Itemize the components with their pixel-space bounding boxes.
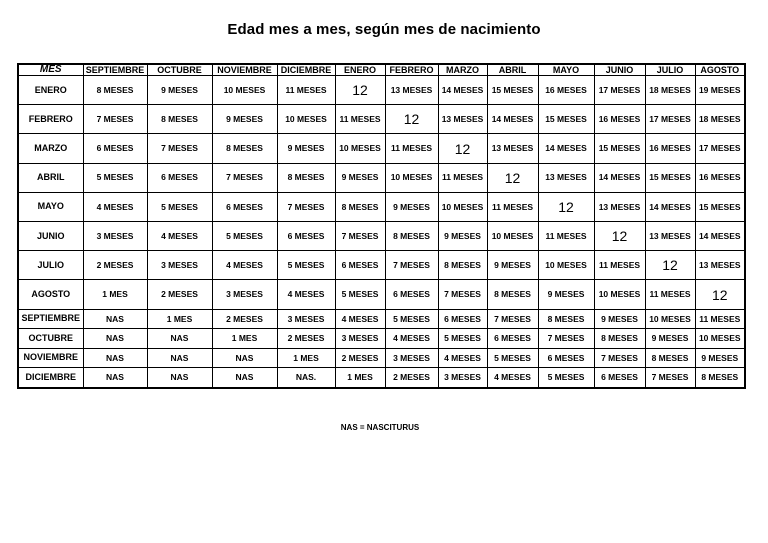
table-cell: 10 MESES (538, 251, 594, 280)
table-cell: 17 MESES (645, 105, 695, 134)
table-cell: 4 MESES (487, 368, 538, 388)
row-header: OCTUBRE (18, 329, 83, 348)
table-cell: 6 MESES (147, 163, 212, 192)
table-cell: 15 MESES (645, 163, 695, 192)
table-cell: 6 MESES (83, 134, 147, 163)
table-cell: 7 MESES (147, 134, 212, 163)
column-header: SEPTIEMBRE (83, 64, 147, 76)
table-cell: 8 MESES (83, 76, 147, 105)
table-cell: 9 MESES (695, 348, 745, 367)
table-cell: 10 MESES (695, 329, 745, 348)
table-cell: 6 MESES (335, 251, 385, 280)
table-cell: 1 MES (212, 329, 277, 348)
table-cell: 16 MESES (594, 105, 645, 134)
table-cell: 13 MESES (594, 192, 645, 221)
table-row (18, 251, 745, 280)
table-cell: 11 MESES (487, 192, 538, 221)
table-cell: 9 MESES (385, 192, 438, 221)
table-cell: 4 MESES (438, 348, 487, 367)
table-cell: 13 MESES (645, 222, 695, 251)
table-cell: 5 MESES (147, 192, 212, 221)
row-header: MARZO (18, 134, 83, 163)
table-cell: NAS. (277, 368, 335, 388)
table-cell: 2 MESES (212, 309, 277, 328)
table-cell: 5 MESES (212, 222, 277, 251)
table-cell: 6 MESES (438, 309, 487, 328)
table-cell: 3 MESES (277, 309, 335, 328)
table-cell: 11 MESES (335, 105, 385, 134)
table-cell: 3 MESES (335, 329, 385, 348)
table-cell: 11 MESES (695, 309, 745, 328)
column-header: MARZO (438, 64, 487, 76)
column-header: MAYO (538, 64, 594, 76)
table-cell: 11 MESES (277, 76, 335, 105)
column-header: JULIO (645, 64, 695, 76)
table-cell: 10 MESES (594, 280, 645, 309)
table-cell: 8 MESES (695, 368, 745, 388)
table-cell: 15 MESES (487, 76, 538, 105)
table-cell: 5 MESES (538, 368, 594, 388)
table-row (18, 134, 745, 163)
table-cell: 12 (335, 76, 385, 105)
row-header: ABRIL (18, 163, 83, 192)
table-cell: 4 MESES (335, 309, 385, 328)
table-cell: 2 MESES (147, 280, 212, 309)
table-cell: 14 MESES (538, 134, 594, 163)
table-cell: 7 MESES (212, 163, 277, 192)
table-cell: 3 MESES (147, 251, 212, 280)
table-cell: 9 MESES (335, 163, 385, 192)
table-row (18, 163, 745, 192)
table-cell: 4 MESES (385, 329, 438, 348)
table-cell: 8 MESES (147, 105, 212, 134)
table-cell: 8 MESES (487, 280, 538, 309)
table-cell: 7 MESES (438, 280, 487, 309)
table-cell: NAS (212, 368, 277, 388)
table-cell: 7 MESES (594, 348, 645, 367)
table-cell: NAS (212, 348, 277, 367)
table-cell: 6 MESES (212, 192, 277, 221)
table-cell: 10 MESES (487, 222, 538, 251)
table-cell: 9 MESES (147, 76, 212, 105)
table-cell: 4 MESES (277, 280, 335, 309)
table-cell: 3 MESES (438, 368, 487, 388)
row-header: AGOSTO (18, 280, 83, 309)
table-cell: 8 MESES (645, 348, 695, 367)
table-cell: 12 (645, 251, 695, 280)
table-cell: 9 MESES (645, 329, 695, 348)
table-cell: 4 MESES (212, 251, 277, 280)
row-header: SEPTIEMBRE (18, 309, 83, 328)
table-cell: 16 MESES (695, 163, 745, 192)
table-cell: 17 MESES (695, 134, 745, 163)
table-cell: 5 MESES (385, 309, 438, 328)
column-header: NOVIEMBRE (212, 64, 277, 76)
table-cell: 17 MESES (594, 76, 645, 105)
column-header: ENERO (335, 64, 385, 76)
table-cell: 7 MESES (538, 329, 594, 348)
table-cell: 6 MESES (538, 348, 594, 367)
table-cell: NAS (83, 368, 147, 388)
table-cell: 15 MESES (695, 192, 745, 221)
column-header: AGOSTO (695, 64, 745, 76)
table-cell: 9 MESES (538, 280, 594, 309)
table-cell: 1 MES (335, 368, 385, 388)
corner-header: MES (18, 64, 83, 76)
table-cell: 16 MESES (538, 76, 594, 105)
table-cell: 1 MES (147, 309, 212, 328)
table-cell: 7 MESES (335, 222, 385, 251)
table-cell: 18 MESES (695, 105, 745, 134)
table-cell: 10 MESES (645, 309, 695, 328)
table-cell: 3 MESES (212, 280, 277, 309)
table-cell: NAS (147, 329, 212, 348)
table-cell: 2 MESES (385, 368, 438, 388)
table-cell: 2 MESES (83, 251, 147, 280)
page-title: Edad mes a mes, según mes de nacimiento (227, 21, 541, 38)
table-cell: 13 MESES (538, 163, 594, 192)
header-row (18, 64, 745, 76)
table-cell: 5 MESES (438, 329, 487, 348)
table-cell: 9 MESES (438, 222, 487, 251)
table-cell: 7 MESES (487, 309, 538, 328)
table-cell: 6 MESES (487, 329, 538, 348)
table-cell: 13 MESES (438, 105, 487, 134)
table-row (18, 348, 745, 367)
table-cell: 9 MESES (594, 309, 645, 328)
table-cell: 14 MESES (594, 163, 645, 192)
table-row (18, 222, 745, 251)
table-cell: 8 MESES (438, 251, 487, 280)
table-cell: 8 MESES (385, 222, 438, 251)
table-cell: 5 MESES (277, 251, 335, 280)
table-cell: 10 MESES (385, 163, 438, 192)
table-cell: 1 MES (83, 280, 147, 309)
row-header: JUNIO (18, 222, 83, 251)
table-cell: 1 MES (277, 348, 335, 367)
table-cell: 14 MESES (645, 192, 695, 221)
table-cell: 10 MESES (212, 76, 277, 105)
table-cell: 6 MESES (277, 222, 335, 251)
table-cell: NAS (83, 329, 147, 348)
row-header: MAYO (18, 192, 83, 221)
table-cell: 8 MESES (277, 163, 335, 192)
table-row (18, 368, 745, 388)
table-row (18, 105, 745, 134)
table-cell: 11 MESES (385, 134, 438, 163)
table-cell: NAS (83, 348, 147, 367)
table-cell: 10 MESES (335, 134, 385, 163)
table-cell: 8 MESES (538, 309, 594, 328)
table-cell: 3 MESES (385, 348, 438, 367)
table-cell: 14 MESES (695, 222, 745, 251)
table-cell: 7 MESES (385, 251, 438, 280)
table-cell: 4 MESES (83, 192, 147, 221)
row-header: ENERO (18, 76, 83, 105)
column-header: OCTUBRE (147, 64, 212, 76)
table-cell: 7 MESES (277, 192, 335, 221)
table-cell: 6 MESES (594, 368, 645, 388)
table-row (18, 192, 745, 221)
table-cell: 12 (385, 105, 438, 134)
table-cell: NAS (147, 368, 212, 388)
age-table (17, 63, 746, 389)
table-row (18, 309, 745, 328)
row-header: JULIO (18, 251, 83, 280)
table-cell: 18 MESES (645, 76, 695, 105)
table-cell: 12 (594, 222, 645, 251)
column-header: DICIEMBRE (277, 64, 335, 76)
table-cell: 14 MESES (438, 76, 487, 105)
table-cell: 5 MESES (83, 163, 147, 192)
table-cell: 8 MESES (335, 192, 385, 221)
table-cell: 6 MESES (385, 280, 438, 309)
row-header: NOVIEMBRE (18, 348, 83, 367)
table-cell: 11 MESES (594, 251, 645, 280)
table-cell: 13 MESES (385, 76, 438, 105)
table-cell: 12 (438, 134, 487, 163)
table-cell: 9 MESES (277, 134, 335, 163)
table-cell: 3 MESES (83, 222, 147, 251)
table-cell: 11 MESES (438, 163, 487, 192)
table-cell: 12 (695, 280, 745, 309)
table-row (18, 329, 745, 348)
table-cell: 9 MESES (212, 105, 277, 134)
table-cell: 14 MESES (487, 105, 538, 134)
table-cell: 19 MESES (695, 76, 745, 105)
table-cell: 7 MESES (83, 105, 147, 134)
table-cell: 12 (538, 192, 594, 221)
column-header: ABRIL (487, 64, 538, 76)
table-cell: 8 MESES (212, 134, 277, 163)
table-cell: 10 MESES (438, 192, 487, 221)
table-cell: 5 MESES (487, 348, 538, 367)
table-row (18, 76, 745, 105)
table-cell: 11 MESES (538, 222, 594, 251)
table-cell: 15 MESES (538, 105, 594, 134)
table-body (18, 76, 745, 389)
table-cell: 5 MESES (335, 280, 385, 309)
table-cell: 15 MESES (594, 134, 645, 163)
table-cell: 10 MESES (277, 105, 335, 134)
table-row (18, 280, 745, 309)
table-cell: 8 MESES (594, 329, 645, 348)
table-cell: 13 MESES (487, 134, 538, 163)
row-header: DICIEMBRE (18, 368, 83, 388)
table-cell: 2 MESES (277, 329, 335, 348)
table-cell: NAS (83, 309, 147, 328)
table-cell: 11 MESES (645, 280, 695, 309)
table-cell: NAS (147, 348, 212, 367)
footnote: NAS = NASCITURUS (340, 423, 420, 432)
table-cell: 7 MESES (645, 368, 695, 388)
column-header: JUNIO (594, 64, 645, 76)
row-header: FEBRERO (18, 105, 83, 134)
column-header: FEBRERO (385, 64, 438, 76)
table-cell: 16 MESES (645, 134, 695, 163)
table-cell: 4 MESES (147, 222, 212, 251)
table-cell: 2 MESES (335, 348, 385, 367)
table-cell: 9 MESES (487, 251, 538, 280)
table-cell: 12 (487, 163, 538, 192)
table-cell: 13 MESES (695, 251, 745, 280)
